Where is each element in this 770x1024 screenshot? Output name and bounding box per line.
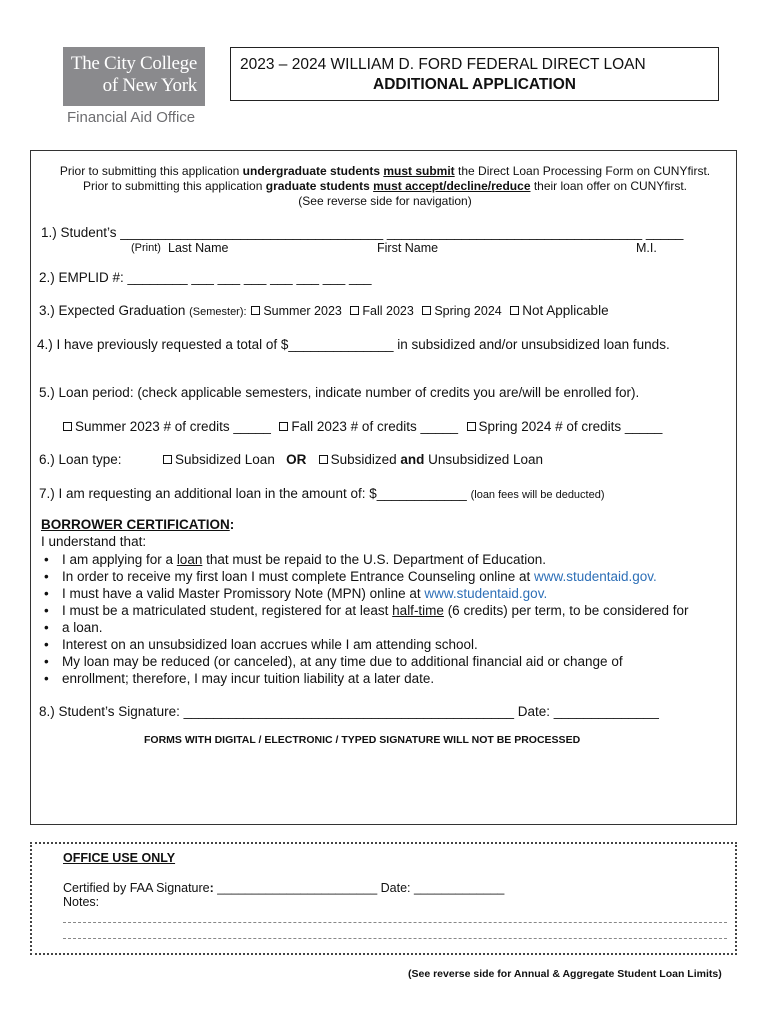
item-underlined: half-time bbox=[392, 603, 444, 618]
additional-loan-amount-field[interactable]: 7.) I am requesting an additional loan in the amount of: $____________ bbox=[39, 486, 467, 501]
checkbox-fall-2023[interactable] bbox=[349, 303, 413, 318]
certification-list bbox=[62, 551, 689, 687]
expected-graduation-row bbox=[39, 303, 609, 318]
certification-item-continued bbox=[62, 619, 689, 636]
loan-period-label: 5.) Loan period: (check applicable semesters, indicate number of credits you are/will be enrolled for). bbox=[39, 385, 640, 400]
checkbox-icon bbox=[279, 422, 288, 431]
print-note: (Print) bbox=[131, 242, 161, 254]
borrower-certification-heading bbox=[41, 517, 234, 532]
checkbox-label: Subsidized Loan bbox=[175, 452, 275, 467]
field-blank: _______________________ Date: _____________ bbox=[213, 881, 505, 895]
item-text: In order to receive my first loan I must complete Entrance Counseling online at bbox=[62, 569, 534, 584]
form-subtitle: ADDITIONAL APPLICATION bbox=[373, 76, 576, 93]
or-text: OR bbox=[286, 452, 307, 467]
certification-item: • My loan may be reduced (or canceled), at any time due to additional financial aid or change of bbox=[62, 653, 689, 670]
checkbox-icon bbox=[63, 422, 72, 431]
item-text: I am applying for a bbox=[62, 552, 177, 567]
understand-text: I understand that: bbox=[41, 534, 147, 549]
checkbox-label: Summer 2023 bbox=[263, 304, 342, 318]
middle-initial-caption: M.I. bbox=[636, 241, 657, 255]
emplid-field[interactable]: 2.) EMPLID #: ________ ___ ___ ___ ___ ___ ___ ___ bbox=[39, 270, 372, 285]
logo-subtitle: Financial Aid Office bbox=[67, 109, 196, 126]
checkbox-label: Subsidized bbox=[330, 452, 401, 467]
certification-item bbox=[62, 602, 689, 619]
certification-item bbox=[62, 568, 689, 585]
checkbox-icon bbox=[251, 306, 260, 315]
intro-text: the Direct Loan Processing Form on CUNYfirst. bbox=[454, 164, 711, 178]
checkbox-icon bbox=[163, 455, 172, 464]
footer-note: (See reverse side for Annual & Aggregate Student Loan Limits) bbox=[408, 968, 722, 980]
item-text: enrollment; therefore, I may incur tuition liability at a later date. bbox=[62, 671, 435, 686]
item-text: I must have a valid Master Promissory Note (MPN) online at bbox=[62, 586, 425, 601]
signature-warning: FORMS WITH DIGITAL / ELECTRONIC / TYPED SIGNATURE WILL NOT BE PROCESSED bbox=[144, 734, 581, 746]
certification-item bbox=[62, 585, 689, 602]
checkbox-label: Fall 2023 bbox=[362, 304, 414, 318]
checkbox-spring-credits[interactable] bbox=[466, 419, 663, 434]
checkbox-icon bbox=[350, 306, 359, 315]
checkbox-summer-credits[interactable] bbox=[62, 419, 271, 434]
faa-signature-field[interactable] bbox=[63, 881, 504, 895]
intro-bold: undergraduate students bbox=[242, 164, 384, 178]
checkbox-label: Fall 2023 # of credits _____ bbox=[291, 419, 458, 434]
checkbox-label: Unsubsidized Loan bbox=[424, 452, 544, 467]
checkbox-label-bold: and bbox=[400, 452, 425, 467]
certification-item bbox=[62, 551, 689, 568]
item-text: I must be a matriculated student, registered for at least bbox=[62, 603, 393, 618]
field-label: Certified by FAA Signature bbox=[63, 881, 210, 895]
checkbox-summer-2023[interactable] bbox=[250, 303, 342, 318]
loan-fee-note: (loan fees will be deducted) bbox=[470, 489, 605, 501]
certification-item: • Interest on an unsubsidized loan accrues while I am attending school. bbox=[62, 636, 689, 653]
title-box bbox=[230, 47, 719, 101]
first-name-caption: First Name bbox=[377, 241, 439, 255]
intro-line-3: (See reverse side for navigation) bbox=[298, 194, 472, 208]
student-signature-field[interactable]: 8.) Student’s Signature: ____________________________________________ Date: ______________ bbox=[39, 704, 659, 719]
checkbox-label: Not Applicable bbox=[522, 303, 609, 318]
intro-text: Prior to submitting this application bbox=[82, 179, 266, 193]
checkbox-label: Spring 2024 # of credits _____ bbox=[478, 419, 663, 434]
heading-colon: : bbox=[229, 517, 235, 532]
intro-emphasis: must submit bbox=[383, 164, 455, 178]
item-text: that must be repaid to the U.S. Department of Education. bbox=[202, 552, 547, 567]
intro-emphasis: must accept/decline/reduce bbox=[373, 179, 531, 193]
intro-text: their loan offer on CUNYfirst. bbox=[530, 179, 688, 193]
checkbox-spring-2024[interactable] bbox=[421, 303, 501, 318]
notes-label: Notes: bbox=[63, 895, 100, 909]
checkbox-icon bbox=[422, 306, 431, 315]
studentaid-link[interactable]: www.studentaid.gov. bbox=[533, 569, 657, 584]
college-logo bbox=[63, 47, 205, 106]
checkbox-icon bbox=[319, 455, 328, 464]
loan-period-options bbox=[62, 419, 662, 434]
additional-loan-amount-row bbox=[39, 486, 605, 501]
form-title: 2023 – 2024 WILLIAM D. FORD FEDERAL DIRECT LOAN bbox=[240, 56, 646, 73]
logo-line1: The City College bbox=[70, 53, 197, 74]
previous-loan-total-field[interactable]: 4.) I have previously requested a total of $______________ in subsidized and/or unsubsidized loan funds. bbox=[37, 337, 670, 352]
checkbox-icon bbox=[467, 422, 476, 431]
notes-line[interactable] bbox=[63, 938, 727, 939]
checkbox-fall-credits[interactable] bbox=[278, 419, 458, 434]
intro-text: Prior to submitting this application bbox=[59, 164, 243, 178]
heading-text: BORROWER CERTIFICATION bbox=[41, 517, 230, 532]
intro-line-2 bbox=[0, 179, 770, 193]
question-label: 3.) Expected Graduation bbox=[39, 303, 186, 318]
checkbox-subsidized-and-unsubsidized[interactable] bbox=[318, 452, 543, 467]
item-text: (6 credits) per term, to be considered for bbox=[443, 603, 689, 618]
student-name-field[interactable]: 1.) Student’s ___________________________________ __________________________________ _____ bbox=[41, 225, 684, 240]
last-name-caption: Last Name bbox=[168, 241, 229, 255]
certification-item-continued bbox=[62, 670, 689, 687]
studentaid-link[interactable]: www.studentaid.gov. bbox=[424, 586, 548, 601]
semester-note: (Semester): bbox=[189, 306, 247, 318]
notes-line[interactable] bbox=[63, 922, 727, 923]
intro-line-1 bbox=[0, 164, 770, 178]
checkbox-label: Summer 2023 # of credits _____ bbox=[75, 419, 271, 434]
checkbox-label: Spring 2024 bbox=[434, 304, 502, 318]
loan-type-label: 6.) Loan type: bbox=[39, 452, 122, 467]
office-use-heading: OFFICE USE ONLY bbox=[63, 851, 176, 865]
checkbox-not-applicable[interactable] bbox=[509, 303, 608, 318]
checkbox-icon bbox=[510, 306, 519, 315]
logo-line2: of New York bbox=[102, 75, 197, 96]
checkbox-subsidized[interactable] bbox=[162, 452, 275, 467]
intro-bold: graduate students bbox=[265, 179, 374, 193]
field-colon: : bbox=[209, 881, 214, 895]
loan-type-options bbox=[162, 452, 543, 467]
item-text: a loan. bbox=[62, 620, 103, 635]
item-underlined: loan bbox=[176, 552, 203, 567]
